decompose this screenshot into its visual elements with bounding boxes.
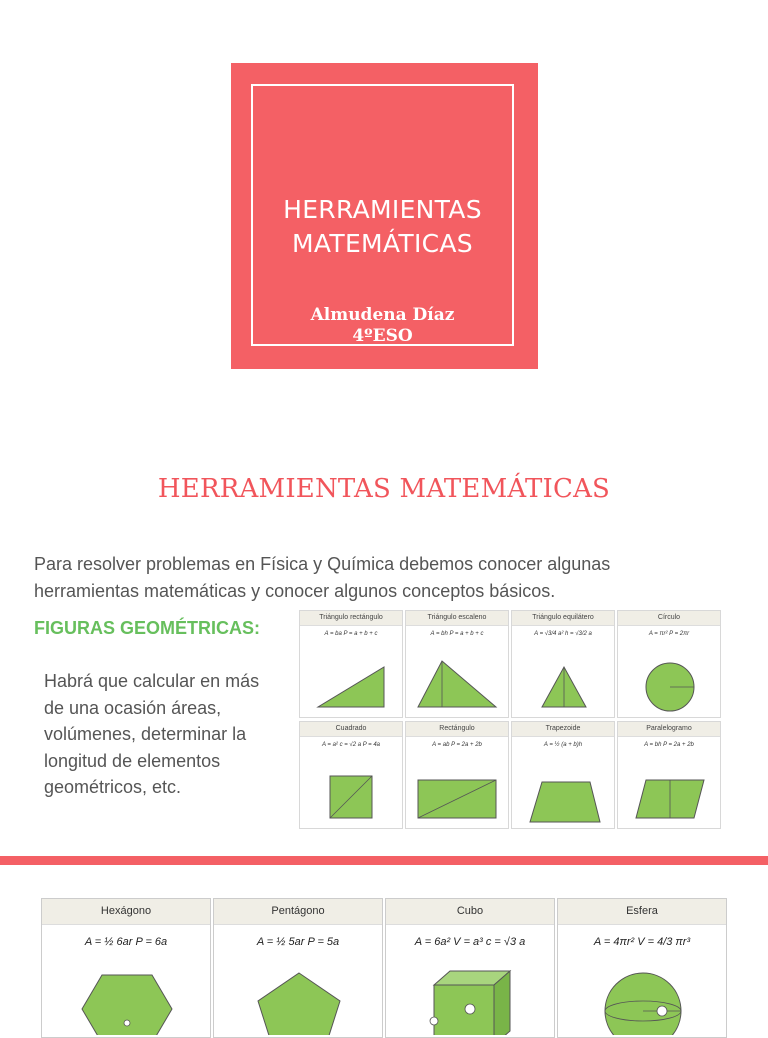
figure-formula: A = bh P = 2a + 2b bbox=[644, 742, 694, 748]
cover-author: Almudena Díaz bbox=[310, 305, 455, 325]
intro-paragraph: Para resolver problemas en Física y Química debemos conocer algunas herramientas matemáticas y conocer algunos conceptos básicos. bbox=[34, 554, 611, 601]
cover-frame bbox=[251, 84, 514, 346]
figure-title: Triángulo equilátero bbox=[512, 611, 614, 626]
solid-title: Hexágono bbox=[42, 899, 210, 925]
solid-card bbox=[213, 898, 383, 1038]
figure-formula: A = ½ (a + b)h bbox=[543, 742, 583, 748]
solid-formula: A = 6a² V = a³ c = √3 a bbox=[414, 936, 526, 948]
cover-card bbox=[231, 63, 538, 369]
figures-subheading: FIGURAS GEOMÉTRICAS: bbox=[34, 618, 261, 638]
figure-title: Paralelogramo bbox=[618, 722, 720, 737]
cube-icon bbox=[386, 965, 556, 1035]
solid-formula: A = 4πr² V = 4/3 πr³ bbox=[593, 936, 691, 948]
section-divider bbox=[0, 856, 768, 865]
cover-author-block bbox=[253, 305, 512, 347]
figure-title: Triángulo rectángulo bbox=[300, 611, 402, 626]
rectangle-icon bbox=[406, 752, 510, 828]
figure-card bbox=[511, 610, 615, 718]
figure-title: Rectángulo bbox=[406, 722, 508, 737]
section-heading: HERRAMIENTAS MATEMÁTICAS bbox=[157, 474, 611, 504]
cover-title-line2: MATEMÁTICAS bbox=[292, 229, 473, 258]
pentagon-icon bbox=[214, 965, 384, 1035]
figure-formula: A = πr² P = 2πr bbox=[648, 631, 690, 637]
solid-card bbox=[41, 898, 211, 1038]
hexagon-icon bbox=[42, 965, 212, 1035]
figures-grid bbox=[299, 610, 724, 830]
figure-card bbox=[405, 721, 509, 829]
scalene-triangle-icon bbox=[406, 641, 510, 717]
solid-formula: A = ½ 6ar P = 6a bbox=[84, 936, 168, 948]
circle-icon bbox=[618, 641, 722, 717]
equilateral-triangle-icon bbox=[512, 641, 616, 717]
figure-title: Triángulo escaleno bbox=[406, 611, 508, 626]
cover-course: 4ºESO bbox=[352, 326, 413, 346]
figure-formula: A = bh P = a + b + c bbox=[430, 631, 484, 637]
figure-formula: A = ba P = a + b + c bbox=[324, 631, 378, 637]
solid-title: Esfera bbox=[558, 899, 726, 925]
body-paragraph: Habrá que calcular en más de una ocasión áreas, volúmenes, determinar la longitud de elementos geométricos, etc. bbox=[44, 671, 260, 797]
figure-formula: A = ab P = 2a + 2b bbox=[432, 742, 482, 748]
figure-formula: A = a² c = √2 a P = 4a bbox=[321, 742, 381, 748]
figure-card bbox=[405, 610, 509, 718]
cover-title bbox=[253, 193, 512, 261]
parallelogram-icon bbox=[618, 752, 722, 828]
square-icon bbox=[300, 752, 404, 828]
figure-card bbox=[617, 610, 721, 718]
cover-title-line1: HERRAMIENTAS bbox=[283, 195, 482, 224]
trapezoid-icon bbox=[512, 752, 616, 828]
right-triangle-icon bbox=[300, 641, 404, 717]
solid-card bbox=[385, 898, 555, 1038]
figure-card bbox=[617, 721, 721, 829]
figure-title: Trapezoide bbox=[512, 722, 614, 737]
solid-title: Pentágono bbox=[214, 899, 382, 925]
figure-title: Cuadrado bbox=[300, 722, 402, 737]
figure-card bbox=[511, 721, 615, 829]
solid-card bbox=[557, 898, 727, 1038]
figure-formula: A = √3/4 a² h = √3/2 a bbox=[534, 631, 592, 637]
figure-card bbox=[299, 610, 403, 718]
figure-title: Círculo bbox=[618, 611, 720, 626]
solid-formula: A = ½ 5ar P = 5a bbox=[256, 936, 340, 948]
solids-grid bbox=[41, 898, 727, 1024]
sphere-icon bbox=[558, 965, 728, 1035]
figure-card bbox=[299, 721, 403, 829]
solid-title: Cubo bbox=[386, 899, 554, 925]
